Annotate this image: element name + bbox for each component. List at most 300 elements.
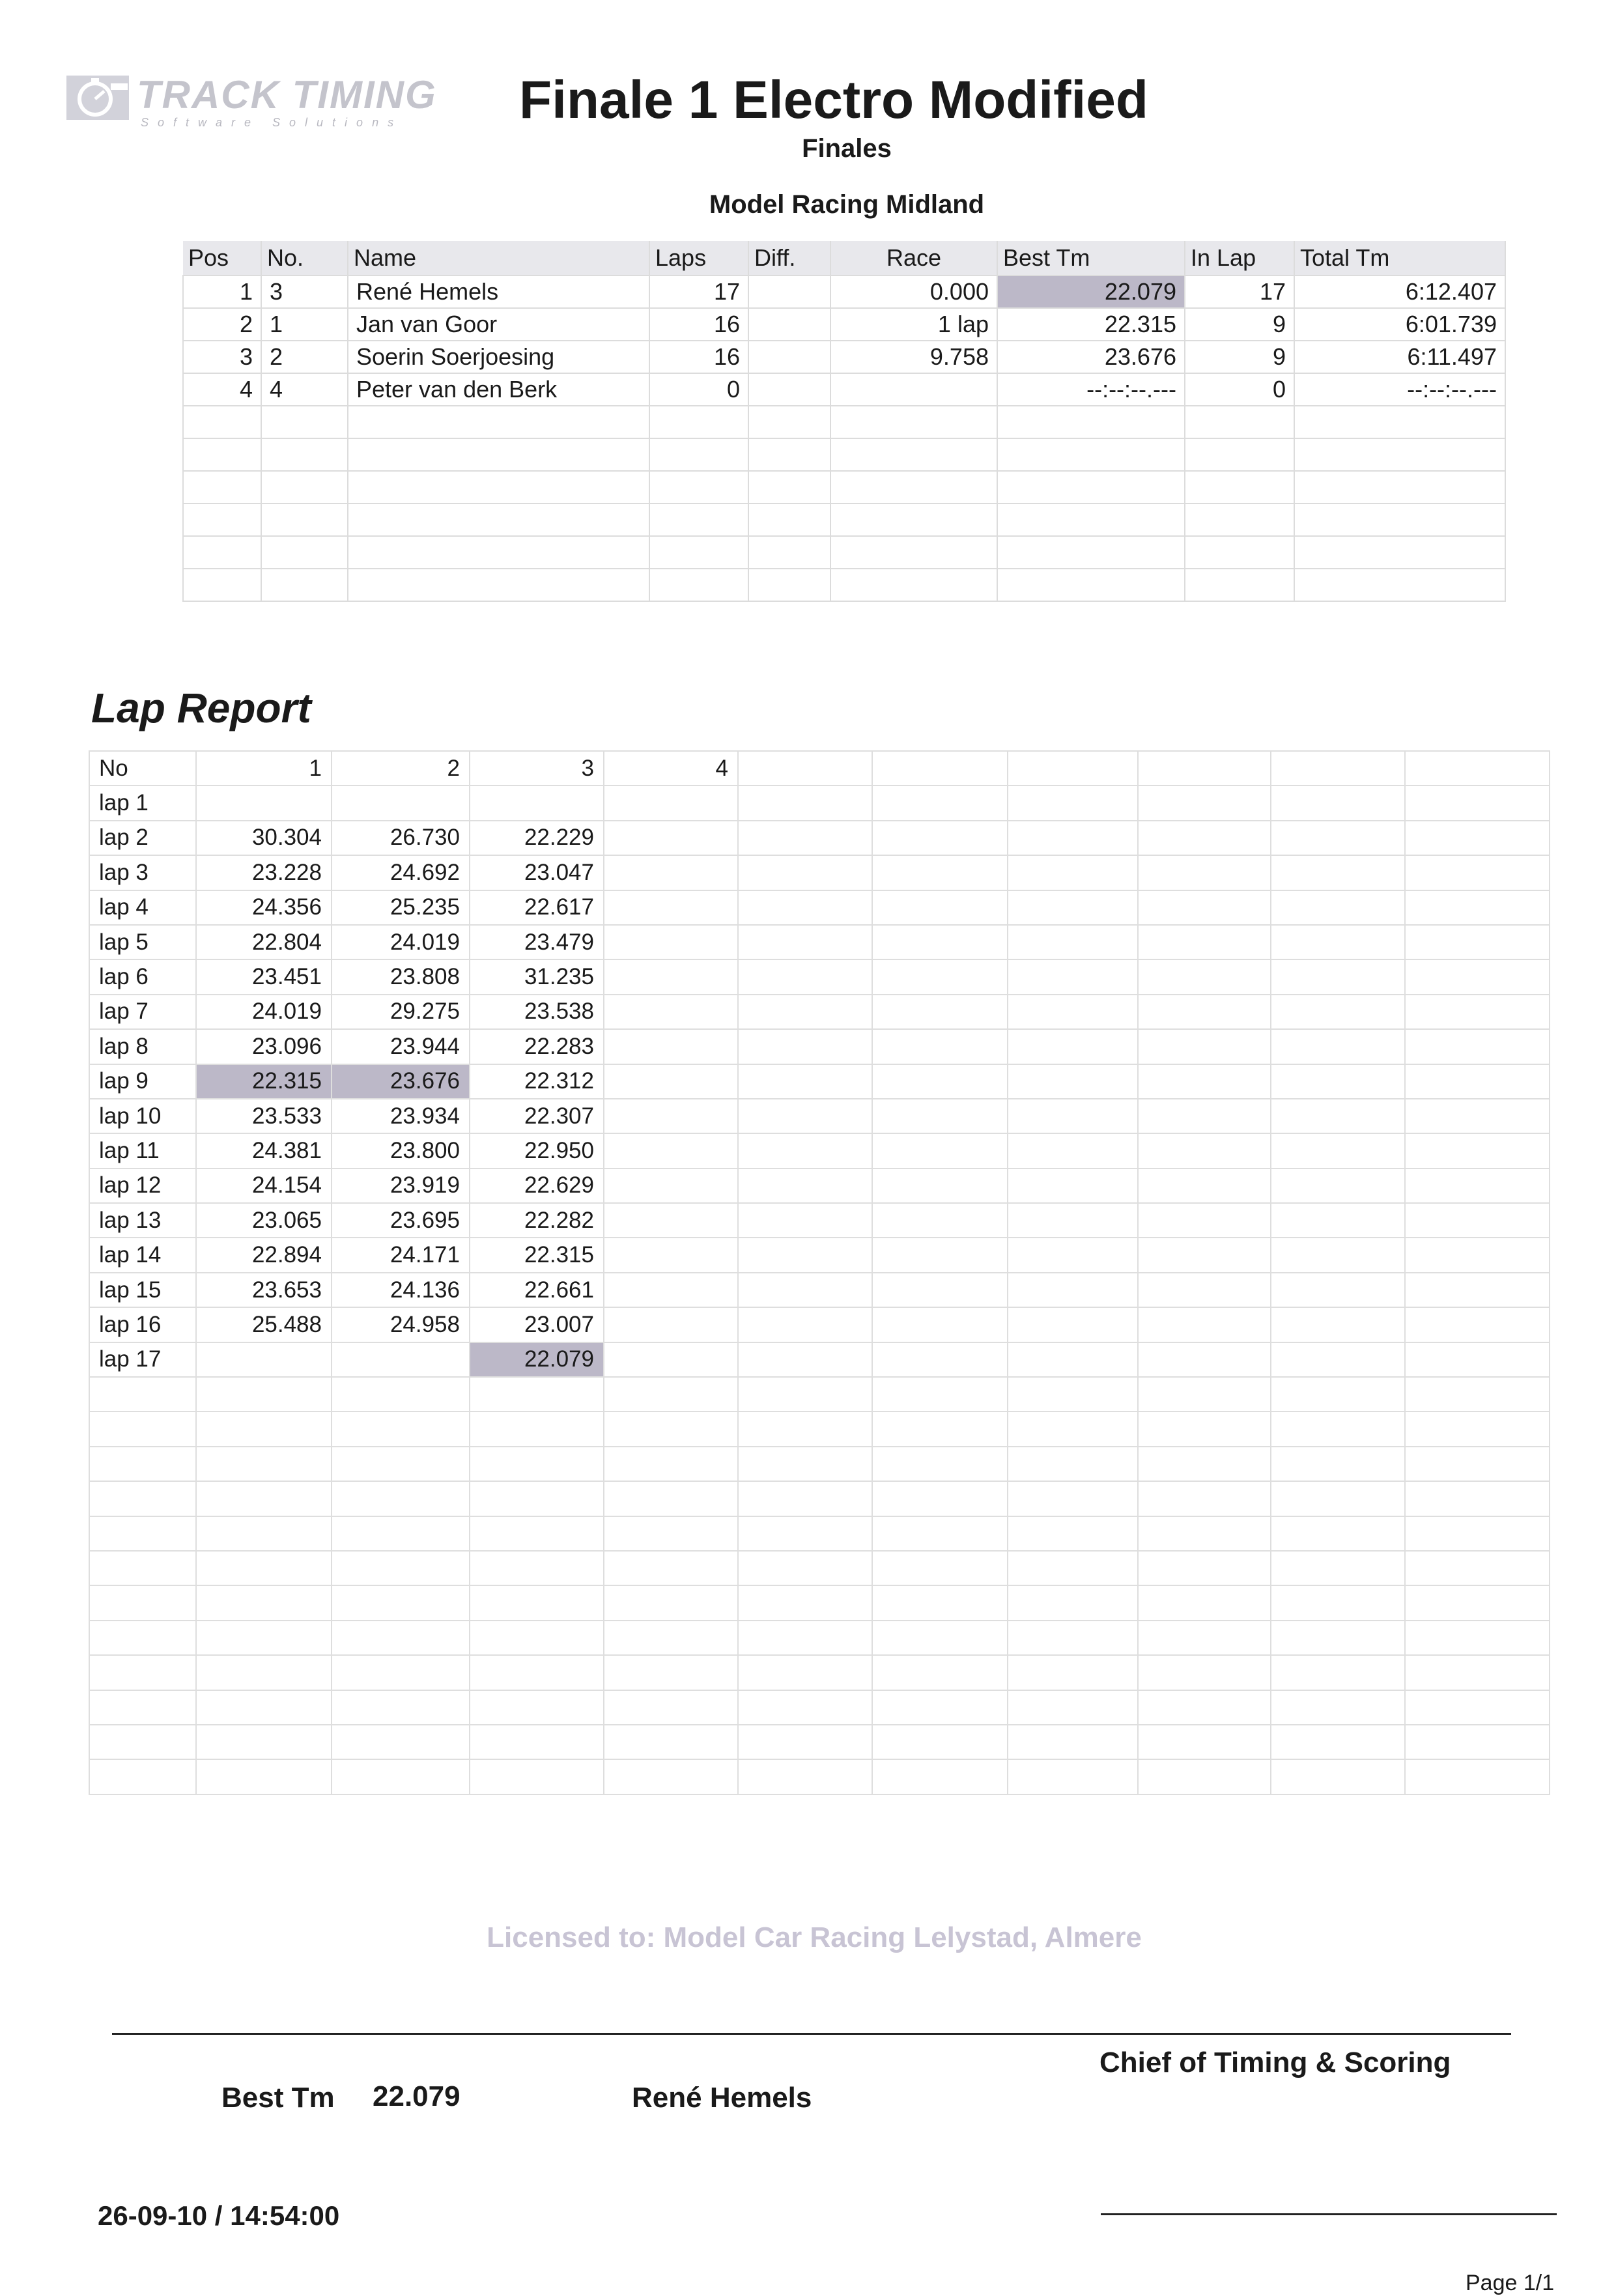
results-cell-race [830, 536, 997, 569]
lap-header-driver: 3 [470, 751, 604, 786]
lap-time-cell [1405, 1551, 1550, 1585]
lap-label: lap 17 [89, 1342, 196, 1377]
lap-row [89, 995, 1550, 1029]
lap-row [89, 1621, 1550, 1655]
lap-time-cell [1405, 1655, 1550, 1690]
lap-time-cell [1405, 890, 1550, 925]
results-cell-in-lap [1185, 569, 1294, 601]
lap-time-cell [1405, 1169, 1550, 1203]
lap-time-cell: 23.695 [332, 1203, 470, 1238]
page-subtitle: Finales [802, 134, 892, 163]
results-cell-no [261, 503, 348, 536]
lap-label: lap 6 [89, 959, 196, 994]
lap-report-table [89, 750, 1550, 1795]
lap-time-cell [738, 1725, 872, 1759]
lap-time-cell [470, 1690, 604, 1725]
results-cell-best: 22.079 [997, 276, 1185, 308]
lap-time-cell [1405, 925, 1550, 959]
lap-time-cell [1271, 1725, 1405, 1759]
page-title: Finale 1 Electro Modified [519, 70, 1148, 130]
lap-time-cell [738, 1307, 872, 1342]
lap-row [89, 1307, 1550, 1342]
lap-time-cell [1138, 1307, 1271, 1342]
logo-subtitle: Software Solutions [141, 116, 403, 129]
lap-label: lap 15 [89, 1273, 196, 1307]
lap-time-cell [604, 1725, 738, 1759]
lap-time-cell [1008, 1411, 1138, 1446]
lap-time-cell [1008, 1342, 1138, 1377]
lap-time-cell [738, 786, 872, 820]
lap-time-cell [332, 1516, 470, 1551]
results-cell-name [348, 406, 649, 438]
lap-row [89, 1411, 1550, 1446]
lap-time-cell [196, 1481, 332, 1516]
lap-time-cell: 23.228 [196, 855, 332, 890]
lap-time-cell: 22.661 [470, 1273, 604, 1307]
lap-report-title: Lap Report [91, 685, 311, 731]
lap-time-cell [604, 1481, 738, 1516]
results-cell-pos: 2 [183, 308, 261, 341]
lap-time-cell [738, 1064, 872, 1099]
lap-time-cell [470, 1377, 604, 1411]
results-cell-total [1294, 503, 1505, 536]
results-cell-race [830, 569, 997, 601]
lap-row [89, 1377, 1550, 1411]
results-cell-pos [183, 569, 261, 601]
lap-time-cell [872, 1447, 1008, 1481]
lap-time-cell [1008, 855, 1138, 890]
results-cell-laps: 17 [649, 276, 748, 308]
licensed-to-text: Licensed to: Model Car Racing Lelystad, Almere [487, 1921, 1142, 1953]
lap-label [89, 1411, 196, 1446]
lap-time-cell [1138, 1759, 1271, 1794]
lap-time-cell: 23.065 [196, 1203, 332, 1238]
lap-time-cell: 31.235 [470, 959, 604, 994]
lap-row [89, 1238, 1550, 1272]
results-cell-best [997, 471, 1185, 503]
results-cell-diff [748, 341, 830, 373]
lap-time-cell [1271, 890, 1405, 925]
lap-time-cell [872, 1621, 1008, 1655]
lap-time-cell [738, 1516, 872, 1551]
lap-time-cell [604, 1238, 738, 1272]
lap-time-cell [1008, 786, 1138, 820]
lap-time-cell: 24.171 [332, 1238, 470, 1272]
lap-label [89, 1481, 196, 1516]
results-cell-in-lap: 17 [1185, 276, 1294, 308]
lap-time-cell [1271, 1621, 1405, 1655]
lap-time-cell [1405, 1759, 1550, 1794]
lap-time-cell [332, 1447, 470, 1481]
lap-row [89, 1690, 1550, 1725]
lap-time-cell [1008, 1481, 1138, 1516]
footer-divider [112, 2033, 1511, 2035]
chief-of-timing-label: Chief of Timing & Scoring [1099, 2047, 1451, 2078]
results-cell-best [997, 503, 1185, 536]
lap-time-cell [470, 1585, 604, 1620]
column-header-diff: Diff. [748, 241, 830, 276]
results-cell-total [1294, 406, 1505, 438]
lap-time-cell [1008, 1725, 1138, 1759]
results-cell-laps: 16 [649, 308, 748, 341]
lap-time-cell [470, 1447, 604, 1481]
lap-time-cell: 24.356 [196, 890, 332, 925]
lap-label: lap 11 [89, 1133, 196, 1168]
lap-time-cell [738, 1238, 872, 1272]
results-cell-name [348, 503, 649, 536]
lap-time-cell [1405, 1377, 1550, 1411]
lap-time-cell [1138, 1655, 1271, 1690]
lap-time-cell [1008, 1690, 1138, 1725]
lap-row [89, 1655, 1550, 1690]
best-time-value: 22.079 [373, 2080, 461, 2112]
lap-time-cell [604, 1307, 738, 1342]
lap-time-cell [1271, 1516, 1405, 1551]
lap-time-cell [872, 821, 1008, 855]
lap-time-cell: 23.934 [332, 1099, 470, 1133]
lap-time-cell [196, 1551, 332, 1585]
lap-header-no: No [89, 751, 196, 786]
date-time: 26-09-10 / 14:54:00 [98, 2200, 340, 2231]
results-cell-total [1294, 536, 1505, 569]
lap-time-cell [332, 786, 470, 820]
lap-time-cell [1138, 1203, 1271, 1238]
lap-time-cell [1271, 1064, 1405, 1099]
lap-label: lap 13 [89, 1203, 196, 1238]
lap-time-cell [1008, 1029, 1138, 1064]
lap-time-cell [332, 1342, 470, 1377]
lap-header-driver: 4 [604, 751, 738, 786]
lap-time-cell [470, 1759, 604, 1794]
lap-time-cell [1008, 1133, 1138, 1168]
results-row [183, 438, 1505, 471]
results-cell-name [348, 569, 649, 601]
column-header-pos: Pos [183, 241, 261, 276]
lap-time-cell [470, 1481, 604, 1516]
results-cell-total: 6:01.739 [1294, 308, 1505, 341]
results-cell-race [830, 503, 997, 536]
lap-time-cell [604, 1447, 738, 1481]
lap-time-cell [332, 1481, 470, 1516]
lap-time-cell [738, 1655, 872, 1690]
lap-time-cell: 24.136 [332, 1273, 470, 1307]
lap-time-cell [1405, 1447, 1550, 1481]
results-cell-diff [748, 276, 830, 308]
results-cell-diff [748, 536, 830, 569]
lap-time-cell [1138, 1342, 1271, 1377]
results-cell-in-lap [1185, 503, 1294, 536]
lap-time-cell [604, 1133, 738, 1168]
lap-time-cell [1008, 1169, 1138, 1203]
results-cell-pos [183, 503, 261, 536]
lap-time-cell [738, 1099, 872, 1133]
lap-header-driver [1405, 751, 1550, 786]
lap-time-cell: 22.312 [470, 1064, 604, 1099]
results-cell-race: 0.000 [830, 276, 997, 308]
lap-time-cell: 23.096 [196, 1029, 332, 1064]
lap-time-cell [1008, 1307, 1138, 1342]
lap-time-cell: 22.315 [196, 1064, 332, 1099]
results-cell-pos [183, 438, 261, 471]
lap-header-driver [1008, 751, 1138, 786]
lap-time-cell: 22.229 [470, 821, 604, 855]
lap-time-cell: 25.235 [332, 890, 470, 925]
lap-label [89, 1377, 196, 1411]
results-row [183, 341, 1505, 373]
lap-time-cell [1405, 855, 1550, 890]
lap-time-cell: 22.894 [196, 1238, 332, 1272]
lap-time-cell [604, 1029, 738, 1064]
lap-time-cell: 26.730 [332, 821, 470, 855]
results-cell-no: 4 [261, 373, 348, 406]
lap-time-cell [872, 1516, 1008, 1551]
lap-time-cell [1008, 1064, 1138, 1099]
lap-time-cell [332, 1655, 470, 1690]
lap-header-driver [738, 751, 872, 786]
lap-time-cell [1008, 1621, 1138, 1655]
lap-time-cell [872, 786, 1008, 820]
lap-row [89, 1203, 1550, 1238]
lap-time-cell [1405, 1238, 1550, 1272]
results-cell-name: Jan van Goor [348, 308, 649, 341]
lap-time-cell: 23.007 [470, 1307, 604, 1342]
lap-label: lap 2 [89, 821, 196, 855]
results-cell-diff [748, 503, 830, 536]
lap-time-cell [1271, 1169, 1405, 1203]
lap-time-cell [196, 1377, 332, 1411]
results-cell-name: Soerin Soerjoesing [348, 341, 649, 373]
results-cell-race [830, 406, 997, 438]
lap-time-cell [738, 1481, 872, 1516]
lap-time-cell [604, 1690, 738, 1725]
lap-time-cell: 29.275 [332, 995, 470, 1029]
lap-time-cell [604, 1621, 738, 1655]
lap-time-cell [1138, 1099, 1271, 1133]
lap-time-cell: 22.315 [470, 1238, 604, 1272]
lap-time-cell: 22.307 [470, 1099, 604, 1133]
lap-time-cell [604, 1411, 738, 1446]
lap-time-cell [872, 1585, 1008, 1620]
column-header-race: Race [830, 241, 997, 276]
lap-report-body [89, 751, 1550, 1794]
results-table [182, 241, 1506, 602]
lap-time-cell [1271, 1690, 1405, 1725]
lap-time-cell: 22.283 [470, 1029, 604, 1064]
lap-time-cell [872, 995, 1008, 1029]
lap-row [89, 1099, 1550, 1133]
lap-row [89, 890, 1550, 925]
lap-time-cell [872, 1342, 1008, 1377]
column-header-in-lap: In Lap [1185, 241, 1294, 276]
lap-time-cell [604, 959, 738, 994]
lap-time-cell [332, 1551, 470, 1585]
lap-time-cell [470, 786, 604, 820]
lap-time-cell [1405, 1411, 1550, 1446]
lap-time-cell [604, 1516, 738, 1551]
lap-time-cell [196, 1725, 332, 1759]
lap-time-cell [1405, 1690, 1550, 1725]
lap-time-cell: 23.808 [332, 959, 470, 994]
lap-time-cell [1271, 1447, 1405, 1481]
lap-row [89, 1516, 1550, 1551]
results-cell-no: 1 [261, 308, 348, 341]
lap-time-cell [738, 1342, 872, 1377]
lap-time-cell [1138, 1621, 1271, 1655]
lap-time-cell [470, 1551, 604, 1585]
lap-label: lap 10 [89, 1099, 196, 1133]
results-cell-diff [748, 373, 830, 406]
results-cell-best [997, 406, 1185, 438]
results-cell-race [830, 438, 997, 471]
lap-label: lap 9 [89, 1064, 196, 1099]
signature-line [1101, 2213, 1557, 2215]
lap-time-cell: 22.617 [470, 890, 604, 925]
lap-time-cell: 23.653 [196, 1273, 332, 1307]
lap-time-cell [872, 1759, 1008, 1794]
lap-label [89, 1516, 196, 1551]
results-cell-no [261, 438, 348, 471]
lap-time-cell [1138, 995, 1271, 1029]
lap-time-cell: 23.800 [332, 1133, 470, 1168]
results-cell-best [997, 569, 1185, 601]
lap-time-cell [1405, 1481, 1550, 1516]
lap-time-cell [738, 995, 872, 1029]
lap-time-cell [604, 1273, 738, 1307]
lap-time-cell: 22.804 [196, 925, 332, 959]
lap-header-row [89, 751, 1550, 786]
lap-time-cell [872, 855, 1008, 890]
lap-time-cell [1008, 1551, 1138, 1585]
lap-time-cell [738, 1203, 872, 1238]
results-cell-diff [748, 308, 830, 341]
lap-time-cell [1008, 1099, 1138, 1133]
lap-time-cell [332, 1411, 470, 1446]
lap-header-driver [1138, 751, 1271, 786]
lap-row [89, 1585, 1550, 1620]
results-cell-total [1294, 438, 1505, 471]
results-row [183, 536, 1505, 569]
results-row [183, 276, 1505, 308]
results-cell-no [261, 569, 348, 601]
results-cell-laps: 16 [649, 341, 748, 373]
lap-time-cell [1271, 1481, 1405, 1516]
lap-time-cell [872, 1377, 1008, 1411]
results-cell-race [830, 471, 997, 503]
lap-time-cell [604, 1377, 738, 1411]
lap-time-cell [738, 1621, 872, 1655]
results-cell-laps [649, 406, 748, 438]
lap-time-cell [470, 1655, 604, 1690]
results-cell-in-lap [1185, 471, 1294, 503]
club-name: Model Racing Midland [709, 190, 985, 219]
results-cell-in-lap [1185, 406, 1294, 438]
results-cell-race [830, 373, 997, 406]
column-header-laps: Laps [649, 241, 748, 276]
lap-time-cell [196, 1447, 332, 1481]
results-cell-laps [649, 569, 748, 601]
results-cell-diff [748, 471, 830, 503]
lap-time-cell: 22.629 [470, 1169, 604, 1203]
lap-time-cell [872, 1307, 1008, 1342]
lap-time-cell [1138, 1481, 1271, 1516]
results-cell-diff [748, 438, 830, 471]
lap-row [89, 1481, 1550, 1516]
lap-row [89, 821, 1550, 855]
results-cell-in-lap: 9 [1185, 308, 1294, 341]
lap-time-cell [1271, 1411, 1405, 1446]
lap-time-cell [1405, 1273, 1550, 1307]
lap-time-cell [1138, 1064, 1271, 1099]
lap-time-cell [1405, 1516, 1550, 1551]
results-cell-laps [649, 536, 748, 569]
lap-time-cell [1405, 786, 1550, 820]
lap-time-cell [738, 1273, 872, 1307]
lap-label: lap 5 [89, 925, 196, 959]
lap-row [89, 1064, 1550, 1099]
lap-time-cell [1405, 959, 1550, 994]
column-header-total-tm: Total Tm [1294, 241, 1505, 276]
lap-row [89, 1551, 1550, 1585]
lap-time-cell [872, 1725, 1008, 1759]
lap-time-cell [332, 1690, 470, 1725]
lap-time-cell [1405, 821, 1550, 855]
lap-time-cell [1008, 1273, 1138, 1307]
results-cell-best: 22.315 [997, 308, 1185, 341]
results-cell-no [261, 406, 348, 438]
lap-time-cell [196, 1621, 332, 1655]
lap-time-cell [1138, 925, 1271, 959]
lap-time-cell: 23.451 [196, 959, 332, 994]
lap-time-cell [1138, 786, 1271, 820]
results-row [183, 373, 1505, 406]
results-cell-pos [183, 471, 261, 503]
lap-time-cell: 22.282 [470, 1203, 604, 1238]
page-number: Page 1/1 [1466, 2271, 1555, 2295]
results-cell-name: Peter van den Berk [348, 373, 649, 406]
lap-time-cell [1405, 1029, 1550, 1064]
column-header-name: Name [348, 241, 649, 276]
lap-label [89, 1655, 196, 1690]
lap-label [89, 1759, 196, 1794]
results-cell-pos: 1 [183, 276, 261, 308]
lap-row [89, 1273, 1550, 1307]
lap-time-cell [1008, 1655, 1138, 1690]
lap-time-cell [604, 855, 738, 890]
best-time-driver: René Hemels [632, 2082, 812, 2114]
lap-time-cell: 25.488 [196, 1307, 332, 1342]
lap-time-cell [604, 890, 738, 925]
lap-header-driver [1271, 751, 1405, 786]
lap-time-cell: 24.154 [196, 1169, 332, 1203]
results-cell-pos: 4 [183, 373, 261, 406]
lap-time-cell [1405, 1064, 1550, 1099]
lap-label [89, 1725, 196, 1759]
lap-time-cell [1271, 1759, 1405, 1794]
lap-time-cell [872, 1099, 1008, 1133]
lap-time-cell [872, 1655, 1008, 1690]
lap-row [89, 1029, 1550, 1064]
results-cell-total: --:--:--.--- [1294, 373, 1505, 406]
lap-time-cell [1138, 1690, 1271, 1725]
results-cell-pos: 3 [183, 341, 261, 373]
lap-time-cell [196, 786, 332, 820]
lap-time-cell [604, 1203, 738, 1238]
stopwatch-icon [65, 74, 130, 121]
results-cell-best: 23.676 [997, 341, 1185, 373]
results-cell-race: 9.758 [830, 341, 997, 373]
lap-time-cell [1008, 1516, 1138, 1551]
lap-time-cell [872, 1481, 1008, 1516]
